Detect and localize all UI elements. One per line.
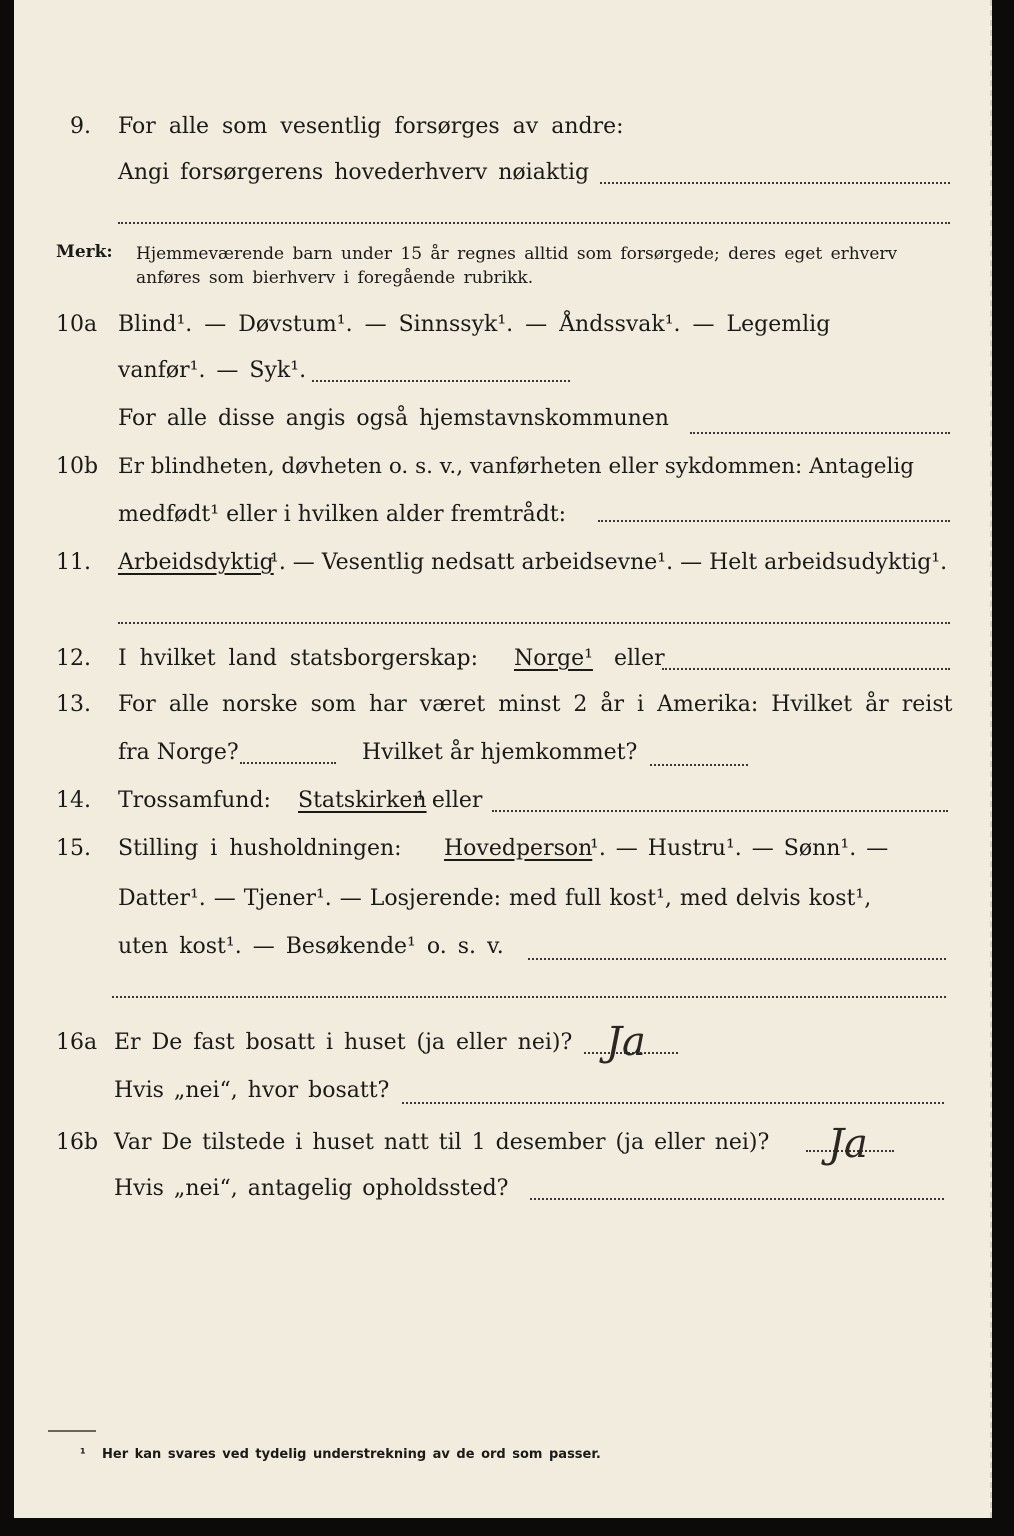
- q14-number: 14.: [56, 788, 91, 813]
- q16b-line1: Var De tilstede i huset natt til 1 desember (ja eller nei)?: [114, 1130, 770, 1155]
- q12-answer-line[interactable]: [662, 668, 950, 670]
- q12-norge-underlined: Norge¹: [514, 646, 593, 671]
- q12-number: 12.: [56, 646, 91, 671]
- q15-line1-rest: ¹. — Hustru¹. — Sønn¹. —: [590, 836, 889, 861]
- q10a-line1: Blind¹. — Døvstum¹. — Sinnssyk¹. — Åndssvak¹. — Legemlig: [118, 312, 831, 337]
- merk-line1: Hjemmeværende barn under 15 år regnes alltid som forsørgede; deres eget erhverv: [136, 244, 898, 264]
- q16b-number: 16b: [56, 1130, 99, 1155]
- q10a-syk-line[interactable]: [312, 380, 570, 382]
- q14-label: Trossamfund:: [118, 788, 271, 813]
- q16a-number: 16a: [56, 1030, 98, 1055]
- q9-extra-line[interactable]: [118, 222, 950, 224]
- footnote-text: Her kan svares ved tydelig understrekning av de ord som passer.: [102, 1447, 601, 1462]
- q16a-line1: Er De fast bosatt i huset (ja eller nei)?: [114, 1030, 573, 1055]
- q11-extra-line[interactable]: [118, 622, 950, 624]
- q15-number: 15.: [56, 836, 91, 861]
- q11-arbeidsdyktig-underlined: Arbeidsdyktig: [118, 550, 274, 575]
- q10a-number: 10a: [56, 312, 98, 337]
- q13-reist-line[interactable]: [240, 762, 336, 764]
- q14-answer-line[interactable]: [492, 810, 948, 812]
- q16a-bosatt-line[interactable]: [402, 1102, 944, 1104]
- q15-hovedperson-underlined: Hovedperson: [444, 836, 593, 861]
- q9-line2: Angi forsørgerens hovederhverv nøiaktig: [118, 160, 590, 185]
- q13-number: 13.: [56, 692, 91, 717]
- q15-extra-line[interactable]: [112, 996, 946, 998]
- q16b-line2: Hvis „nei“, antagelig opholdssted?: [114, 1176, 509, 1201]
- q9-number: 9.: [70, 114, 91, 139]
- footnote-rule: [48, 1430, 96, 1432]
- q9-answer-line[interactable]: [600, 182, 950, 184]
- q16b-opholdssted-line[interactable]: [530, 1198, 944, 1200]
- q14-statskirken-underlined: Statskirken: [298, 788, 427, 813]
- q13-line1: For alle norske som har været minst 2 år i Amerika: Hvilket år reist: [118, 692, 953, 717]
- q10a-line3: For alle disse angis også hjemstavnskommunen: [118, 406, 669, 431]
- q10a-line2: vanfør¹. — Syk¹.: [118, 358, 307, 383]
- q16a-handwritten-answer: Ja: [606, 1019, 646, 1065]
- q16b-handwritten-answer: Ja: [828, 1121, 868, 1167]
- q10b-line2: medfødt¹ eller i hvilken alder fremtrådt:: [118, 502, 567, 527]
- merk-line2: anføres som bierhverv i foregående rubrikk.: [136, 268, 534, 288]
- q9-line1: For alle som vesentlig forsørges av andre:: [118, 114, 624, 139]
- q15-line2: Datter¹. — Tjener¹. — Losjerende: med full kost¹, med delvis kost¹,: [118, 886, 872, 911]
- q15-label: Stilling i husholdningen:: [118, 836, 402, 861]
- q12-eller: eller: [614, 646, 665, 671]
- q13-line2b: Hvilket år hjemkommet?: [362, 740, 638, 765]
- q15-answer-line[interactable]: [528, 958, 946, 960]
- footnote-mark: ¹: [80, 1447, 86, 1462]
- q10b-line1: Er blindheten, døvheten o. s. v., vanførheten eller sykdommen: Antagelig: [118, 454, 914, 479]
- q15-line3: uten kost¹. — Besøkende¹ o. s. v.: [118, 934, 504, 959]
- q12-text: I hvilket land statsborgerskap:: [118, 646, 479, 671]
- q14-eller: ¹ eller: [416, 788, 483, 813]
- merk-label: Merk:: [56, 242, 113, 262]
- q10b-answer-line[interactable]: [598, 520, 950, 522]
- q11-number: 11.: [56, 550, 91, 575]
- q16a-line2: Hvis „nei“, hvor bosatt?: [114, 1078, 390, 1103]
- q10a-hjemstavn-line[interactable]: [690, 432, 950, 434]
- q11-rest: ¹. — Vesentlig nedsatt arbeidsevne¹. — Helt arbeidsudyktig¹.: [270, 550, 948, 575]
- q10b-number: 10b: [56, 454, 99, 479]
- q13-line2a: fra Norge?: [118, 740, 239, 765]
- q13-hjemkommet-line[interactable]: [650, 764, 748, 766]
